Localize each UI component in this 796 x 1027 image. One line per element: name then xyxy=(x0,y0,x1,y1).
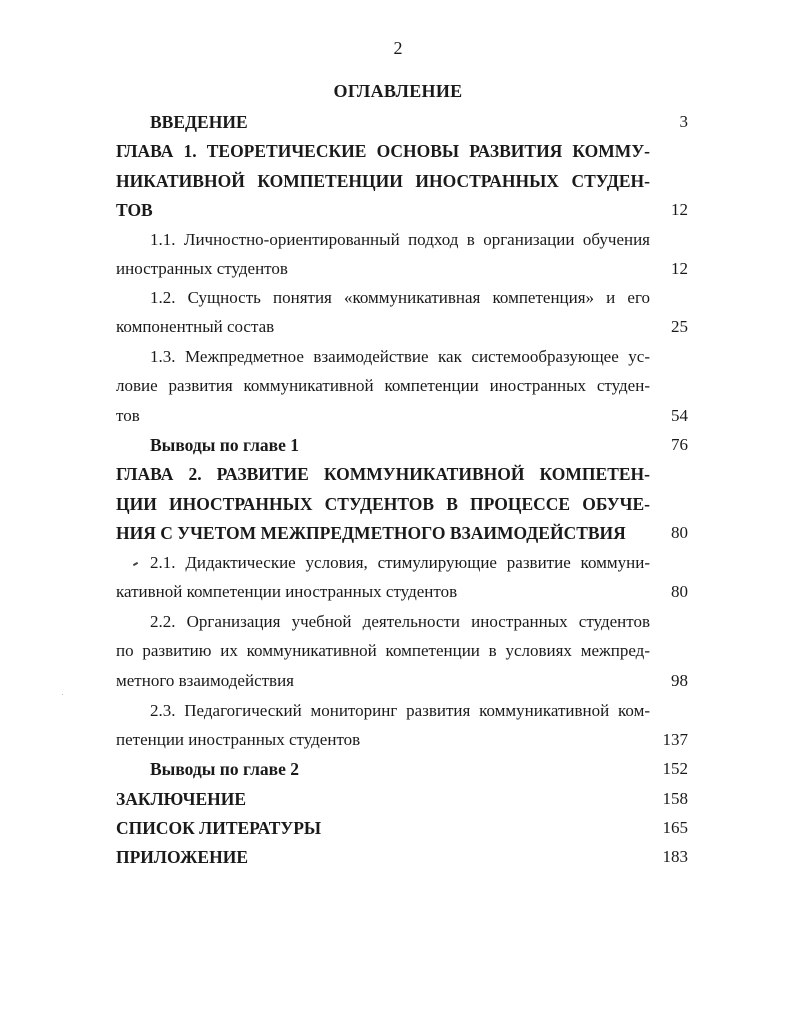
toc-page-number: 12 xyxy=(671,259,688,278)
toc-entry-label-line: петенции иностранных студентов xyxy=(116,730,361,749)
toc-entry-label-line: ТОВ xyxy=(116,200,153,220)
toc-entry-label: ВВЕДЕНИЕ xyxy=(150,112,248,132)
toc-page-number: 158 xyxy=(662,789,688,808)
toc-entry-label-line: НИЯ С УЧЕТОМ МЕЖПРЕДМЕТНОГО ВЗАИМОДЕЙСТВИЯ xyxy=(116,523,626,543)
toc-entry-label: ПРИЛОЖЕНИЕ xyxy=(116,847,249,867)
toc-page-number: 54 xyxy=(671,406,688,425)
scan-speck xyxy=(62,694,63,695)
toc-page-number: 80 xyxy=(671,523,688,542)
toc-page-number: 152 xyxy=(662,759,688,778)
page-number: 2 xyxy=(393,38,403,58)
toc-entry-label-line: компонентный состав xyxy=(116,317,275,336)
toc-page-number: 98 xyxy=(671,671,688,690)
toc-entry-label-line: 1.3. Межпредметное взаимодействие как системообразующее ус- xyxy=(150,347,650,366)
toc-page-number: 25 xyxy=(671,317,688,336)
toc-entry-label: Выводы по главе 2 xyxy=(150,759,299,779)
toc-page-number: 76 xyxy=(671,435,688,454)
toc-entry-label-line: 2.3. Педагогический мониторинг развития коммуникативной ком- xyxy=(150,701,650,720)
toc-page-number: 80 xyxy=(671,582,688,601)
toc-entry-label-line: ГЛАВА 2. РАЗВИТИЕ КОММУНИКАТИВНОЙ КОМПЕТЕН- xyxy=(116,464,650,484)
toc-entry-label-line: по развитию их коммуникативной компетенции в условиях межпред- xyxy=(116,641,650,660)
toc-entry-label: СПИСОК ЛИТЕРАТУРЫ xyxy=(116,818,322,838)
toc-page-number: 183 xyxy=(662,847,688,866)
toc-page-number: 165 xyxy=(662,818,688,837)
toc-page-number: 3 xyxy=(679,112,688,131)
toc-entry-label-line: 2.2. Организация учебной деятельности иностранных студентов xyxy=(150,612,650,631)
toc-entry-label-line: ЦИИ ИНОСТРАННЫХ СТУДЕНТОВ В ПРОЦЕССЕ ОБУЧЕ- xyxy=(116,494,650,514)
toc-page-number: 137 xyxy=(662,730,688,749)
toc-entry-label-line: НИКАТИВНОЙ КОМПЕТЕНЦИИ ИНОСТРАННЫХ СТУДЕН- xyxy=(116,171,650,191)
toc-entry-label-line: 1.2. Сущность понятия «коммуникативная компетенция» и его xyxy=(150,288,650,307)
toc-page-number: 12 xyxy=(671,200,688,219)
toc-entry-label: Выводы по главе 1 xyxy=(150,435,299,455)
toc-title: ОГЛАВЛЕНИЕ xyxy=(333,81,463,101)
toc-entry-label-line: ГЛАВА 1. ТЕОРЕТИЧЕСКИЕ ОСНОВЫ РАЗВИТИЯ КОММУ- xyxy=(116,141,650,161)
toc-entry-label-line: иностранных студентов xyxy=(116,259,288,278)
toc-entry-label-line: ловие развития коммуникативной компетенции иностранных студен- xyxy=(116,376,650,395)
scan-mark xyxy=(133,562,138,566)
toc-entry-label-line: тов xyxy=(116,406,140,425)
toc-entry-label-line: 2.1. Дидактические условия, стимулирующие развитие коммуни- xyxy=(150,553,650,572)
toc-entry-label-line: кативной компетенции иностранных студентов xyxy=(116,582,458,601)
toc-entry-label-line: метного взаимодействия xyxy=(116,671,294,690)
toc-entry-label: ЗАКЛЮЧЕНИЕ xyxy=(116,789,247,809)
toc-entry-label-line: 1.1. Личностно-ориентированный подход в организации обучения xyxy=(150,230,650,249)
